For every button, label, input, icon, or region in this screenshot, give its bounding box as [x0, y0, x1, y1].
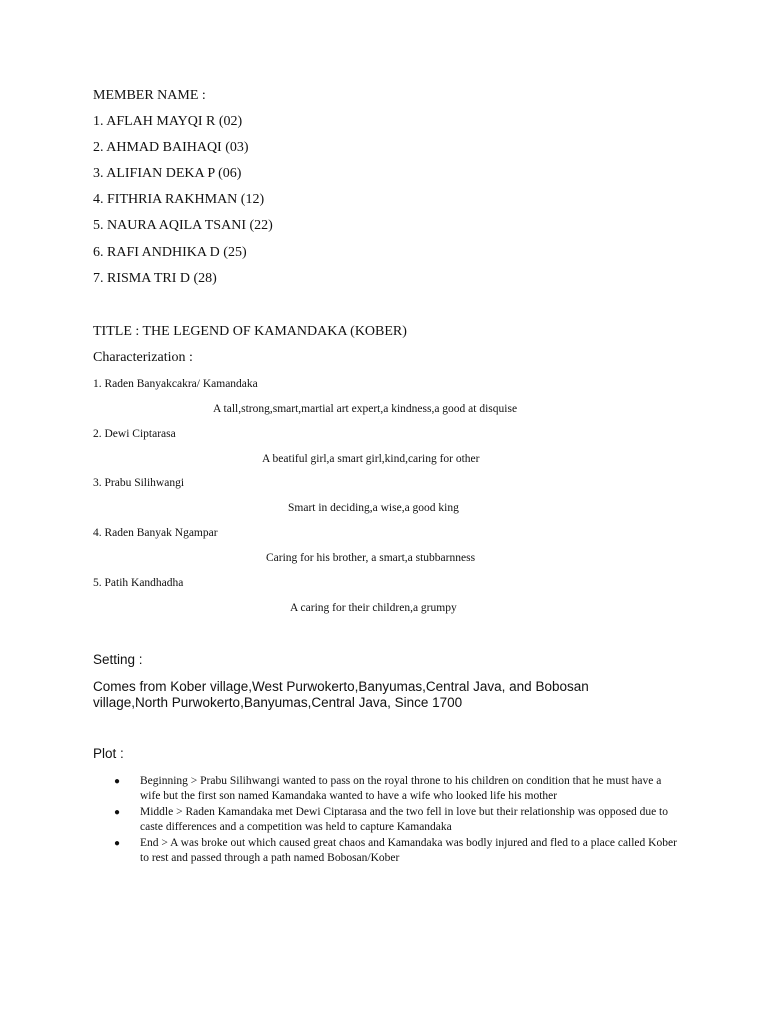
member-item: 1. AFLAH MAYQI R (02) — [93, 114, 243, 129]
bullet-icon: ● — [114, 838, 121, 849]
character-traits: A tall,strong,smart,martial art expert,a kindness,a good at disquise — [213, 403, 518, 415]
bullet-icon: ● — [114, 776, 121, 787]
plot-list — [0, 774, 768, 867]
character-traits: Caring for his brother, a smart,a stubbarnness — [266, 552, 476, 564]
characterization-heading: Characterization : — [93, 350, 193, 365]
member-item: 2. AHMAD BAIHAQI (03) — [93, 140, 249, 155]
plot-item-end — [0, 836, 768, 867]
member-item: 4. FITHRIA RAKHMAN (12) — [93, 192, 265, 207]
plot-text: End > A was broke out which caused great chaos and Kamandaka was bodly injured and fled to a place called Kober to rest and passed through a path named Bobosan/Kober — [140, 837, 677, 864]
setting-text: Comes from Kober village,West Purwokerto,Banyumas,Central Java, and Bobosan village,North Purwokerto,Banyumas,Central Java, Since 1700 — [93, 679, 589, 710]
member-item: 6. RAFI ANDHIKA D (25) — [93, 245, 247, 260]
character-traits: A caring for their children,a grumpy — [290, 602, 457, 614]
plot-text: Middle > Raden Kamandaka met Dewi Ciptarasa and the two fell in love but their relationship was opposed due to caste differences and a competition was held to capture Kamandaka — [140, 806, 669, 833]
member-heading: MEMBER NAME : — [93, 88, 206, 103]
character-name: 5. Patih Kandhadha — [93, 577, 184, 589]
character-traits: A beatiful girl,a smart girl,kind,caring for other — [262, 453, 480, 465]
member-item: 5. NAURA AQILA TSANI (22) — [93, 218, 273, 233]
story-title: TITLE : THE LEGEND OF KAMANDAKA (KOBER) — [93, 324, 407, 339]
bullet-icon: ● — [114, 807, 121, 818]
member-item: 3. ALIFIAN DEKA P (06) — [93, 166, 242, 181]
character-name: 4. Raden Banyak Ngampar — [93, 527, 218, 539]
character-name: 2. Dewi Ciptarasa — [93, 428, 176, 440]
plot-heading: Plot : — [93, 746, 124, 761]
setting-heading: Setting : — [93, 652, 143, 667]
character-traits: Smart in deciding,a wise,a good king — [288, 502, 459, 514]
plot-item-beginning — [0, 774, 768, 805]
member-item: 7. RISMA TRI D (28) — [93, 271, 217, 286]
character-name: 1. Raden Banyakcakra/ Kamandaka — [93, 378, 258, 390]
character-name: 3. Prabu Silihwangi — [93, 477, 185, 489]
plot-text: Beginning > Prabu Silihwangi wanted to pass on the royal throne to his children on condition that he must have a wife but the first son named Kamandaka wanted to have a wife who looked life his mother — [140, 775, 662, 802]
plot-item-middle — [0, 805, 768, 836]
